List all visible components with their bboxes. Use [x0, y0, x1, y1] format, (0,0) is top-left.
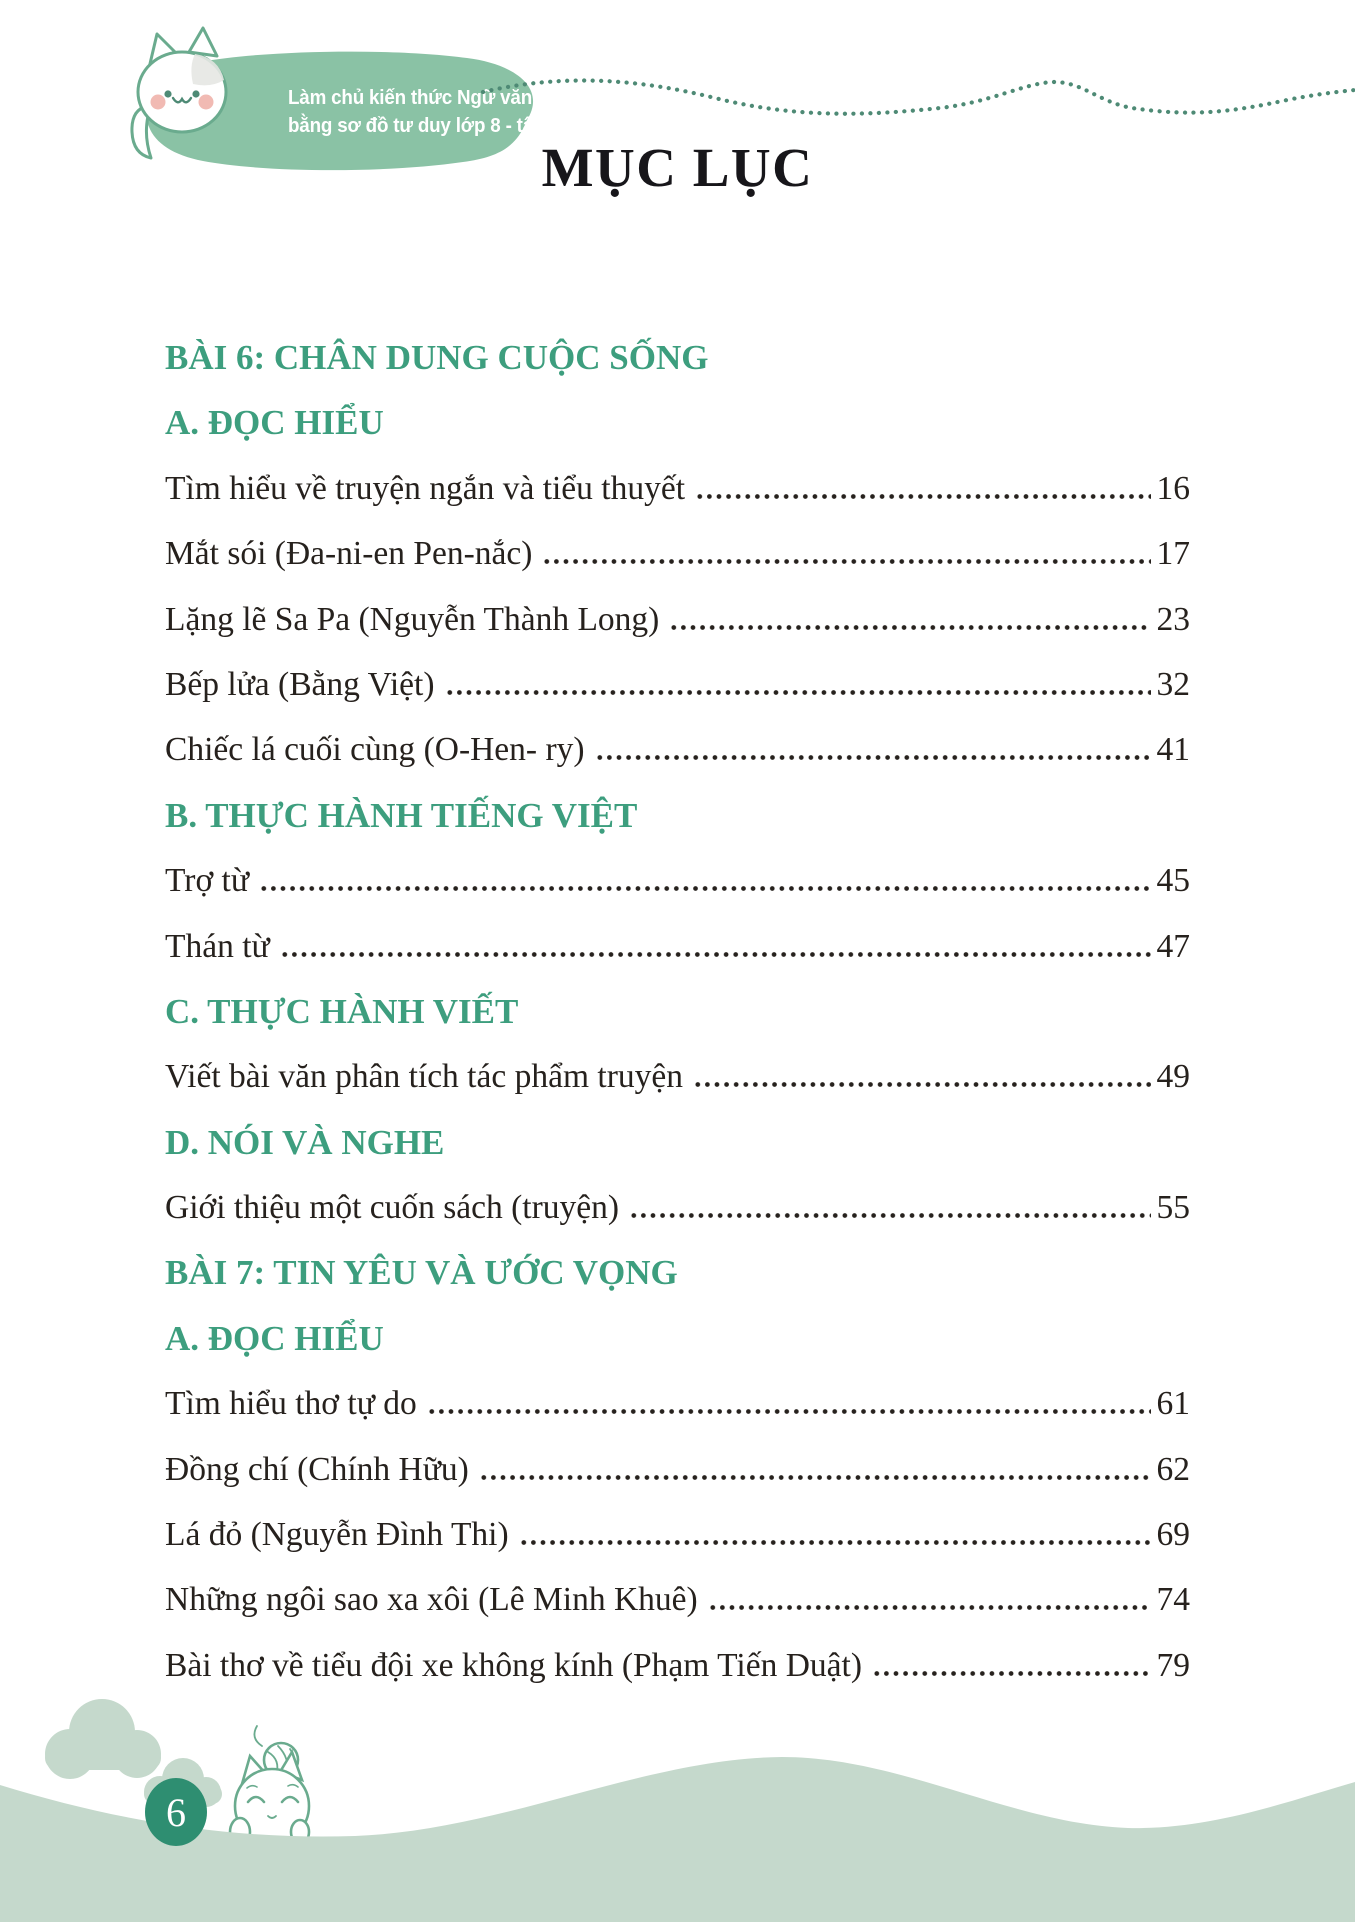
- dot-leader: [595, 755, 1151, 760]
- dot-leader: [669, 625, 1150, 630]
- toc-entry: [165, 717, 1190, 782]
- dot-leader: [479, 1475, 1151, 1480]
- toc-section-heading: [165, 1110, 1190, 1175]
- toc-section-heading: [165, 390, 1190, 455]
- toc-entry-title: Bếp lửa (Bằng Việt): [165, 665, 435, 703]
- toc-entry-page: 61: [1156, 1385, 1190, 1423]
- toc-entry-page: 47: [1156, 927, 1190, 965]
- toc-entry-page: 23: [1156, 600, 1190, 638]
- dot-leader: [629, 1213, 1150, 1218]
- toc-heading-label: BÀI 7: TIN YÊU VÀ ƯỚC VỌNG: [165, 1253, 678, 1293]
- toc-section-heading: [165, 1306, 1190, 1371]
- toc-entry: [165, 587, 1190, 652]
- toc-entry: [165, 1175, 1190, 1240]
- badge-line2: bằng sơ đồ tư duy lớp 8 - tập 2: [288, 115, 560, 137]
- toc-entry: [165, 1502, 1190, 1567]
- toc-entry-page: 45: [1156, 862, 1190, 900]
- toc-section-heading: [165, 1240, 1190, 1305]
- toc-heading-label: BÀI 6: CHÂN DUNG CUỘC SỐNG: [165, 338, 709, 377]
- toc-entry: [165, 456, 1190, 521]
- toc-entry-title: Đồng chí (Chính Hữu): [165, 1450, 469, 1488]
- table-of-contents: [165, 325, 1190, 1698]
- page-title: MỤC LỤC: [541, 137, 814, 198]
- toc-entry-title: Trợ từ: [165, 862, 249, 900]
- toc-section-heading: [165, 325, 1190, 390]
- toc-heading-label: A. ĐỌC HIỂU: [165, 1318, 384, 1358]
- dot-leader: [708, 1605, 1151, 1610]
- dot-leader: [280, 952, 1151, 957]
- toc-heading-label: D. NÓI VÀ NGHE: [165, 1122, 445, 1162]
- toc-entry-page: 79: [1156, 1646, 1190, 1684]
- toc-entry: [165, 652, 1190, 717]
- toc-entry-title: Thán từ: [165, 927, 270, 965]
- toc-entry: [165, 1437, 1190, 1502]
- dot-leader: [427, 1409, 1151, 1414]
- toc-heading-label: B. THỰC HÀNH TIẾNG VIỆT: [165, 795, 638, 835]
- toc-section-heading: [165, 979, 1190, 1044]
- toc-entry-page: 32: [1156, 665, 1190, 703]
- toc-entry-page: 41: [1156, 731, 1190, 769]
- badge-line1: Làm chủ kiến thức Ngữ văn: [288, 87, 533, 109]
- footer-graphic: [0, 1672, 1355, 1922]
- toc-section-heading: [165, 783, 1190, 848]
- toc-entry-title: Lá đỏ (Nguyễn Đình Thi): [165, 1516, 509, 1554]
- dot-leader: [542, 559, 1150, 564]
- toc-entry-title: Viết bài văn phân tích tác phẩm truyện: [165, 1058, 683, 1096]
- toc-entry-page: 49: [1156, 1058, 1190, 1096]
- toc-entry-title: Mắt sói (Đa-ni-en Pen-nắc): [165, 535, 533, 573]
- dotted-wave-line: [430, 50, 1355, 130]
- dot-leader: [695, 494, 1150, 499]
- toc-entry: [165, 848, 1190, 913]
- toc-heading-label: A. ĐỌC HIỂU: [165, 403, 384, 443]
- toc-entry-page: 62: [1156, 1450, 1190, 1488]
- toc-heading-label: C. THỰC HÀNH VIẾT: [165, 991, 519, 1031]
- toc-entry: [165, 1371, 1190, 1436]
- toc-entry-title: Những ngôi sao xa xôi (Lê Minh Khuê): [165, 1581, 698, 1619]
- toc-entry-title: Giới thiệu một cuốn sách (truyện): [165, 1189, 620, 1227]
- toc-entry: [165, 521, 1190, 586]
- toc-entry-page: 17: [1156, 535, 1190, 573]
- toc-entry-page: 55: [1156, 1189, 1190, 1227]
- toc-entry-title: Tìm hiểu về truyện ngắn và tiểu thuyết: [165, 469, 686, 507]
- toc-entry-title: Tìm hiểu thơ tự do: [165, 1385, 417, 1423]
- cat-with-yarn-icon: [230, 1726, 309, 1846]
- dot-leader: [445, 690, 1151, 695]
- toc-entry-page: 74: [1156, 1581, 1190, 1619]
- dot-leader: [259, 886, 1151, 891]
- page-number: 6: [166, 1790, 186, 1835]
- toc-entry: [165, 1044, 1190, 1109]
- toc-entry-title: Bài thơ về tiểu đội xe không kính (Phạm Tiến Duật): [165, 1646, 862, 1684]
- toc-entry-title: Chiếc lá cuối cùng (O-Hen- ry): [165, 731, 585, 769]
- toc-entry-page: 69: [1156, 1516, 1190, 1554]
- toc-entry: [165, 914, 1190, 979]
- toc-entry-title: Lặng lẽ Sa Pa (Nguyễn Thành Long): [165, 600, 660, 638]
- toc-entry-page: 16: [1156, 469, 1190, 507]
- dot-leader: [693, 1082, 1151, 1087]
- dot-leader: [519, 1540, 1151, 1545]
- toc-entry: [165, 1567, 1190, 1632]
